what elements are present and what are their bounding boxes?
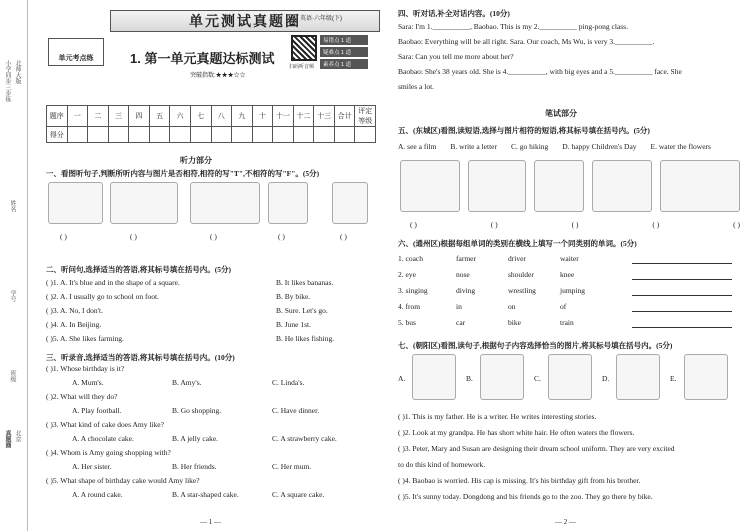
answer-line[interactable] <box>632 318 732 328</box>
section-4-title: 四、听对话,补全对话内容。(10分) <box>398 9 510 18</box>
score-cell[interactable] <box>252 127 273 143</box>
header-band: 单元测试真题圈 <box>110 10 380 32</box>
score-header-cell: 七 <box>190 106 211 127</box>
picture-4 <box>268 182 308 224</box>
option-a: A. A chocolate cake. <box>72 434 134 443</box>
phrase-option: D. happy Children's Day <box>562 142 637 151</box>
phrase-option: E. water the flowers <box>650 142 711 151</box>
dialogue-line: Sara: Can you tell me more about her? <box>398 52 514 61</box>
phrase-option: A. see a film <box>398 142 437 151</box>
answer-blank[interactable]: ( ) <box>340 232 347 241</box>
score-cell[interactable] <box>88 127 109 143</box>
answer-line[interactable] <box>632 286 732 296</box>
option-b: B. Her friends. <box>172 462 217 471</box>
question-row: ( )1. This is my father. He is a writer. He writes interesting stories. <box>398 412 597 421</box>
phrase-option: B. write a letter <box>450 142 497 151</box>
word: shoulder <box>508 270 534 279</box>
answer-blank[interactable]: ( ) <box>410 220 417 229</box>
dialogue-line: Baobao: She's 38 years old. She is 4.__________, with big eyes and a 5.__________ face. She <box>398 67 682 76</box>
bottom-series: 北京 <box>14 430 20 442</box>
id-label: 学号 <box>9 290 15 302</box>
binding-strip <box>0 0 28 531</box>
score-header-cell: 四 <box>129 106 150 127</box>
score-cell[interactable] <box>273 127 294 143</box>
score-header-cell: 五 <box>149 106 170 127</box>
picture-2 <box>110 182 178 224</box>
section-5-options <box>398 142 743 151</box>
bottom-brand: 真题圈 <box>4 430 10 448</box>
section-2-items <box>46 278 376 348</box>
option-a: ( )2. A. I usually go to school on foot. <box>46 292 159 301</box>
name-label: 姓名 <box>9 200 15 212</box>
word: waiter <box>560 254 579 263</box>
qr-code-icon[interactable] <box>291 35 317 61</box>
answer-blank[interactable]: ( ) <box>733 220 740 229</box>
score-table <box>46 105 376 143</box>
word: on <box>508 302 516 311</box>
word: jumping <box>560 286 586 295</box>
question-stem: ( )1. Whose birthday is it? <box>46 364 125 373</box>
point-item: 易错点 1 道 <box>320 35 368 45</box>
option-a: ( )4. A. In Beijing. <box>46 320 102 329</box>
option-b: B. Sure. Let's go. <box>276 306 328 315</box>
score-header-cell: 评定等级 <box>355 106 376 127</box>
written-heading: 笔试部分 <box>545 109 577 118</box>
word: 3. singing <box>398 286 428 295</box>
score-cell[interactable] <box>293 127 314 143</box>
section-6-title: 六、(通州区)根据每组单词的类别在横线上填写一个同类别的单词。(5分) <box>398 239 637 248</box>
option-row <box>46 378 376 392</box>
answer-blank[interactable]: ( ) <box>652 220 660 229</box>
question-row: to do this kind of homework. <box>398 460 486 469</box>
picture-1 <box>48 182 103 224</box>
question-stem: ( )4. Whom is Amy going shopping with? <box>46 448 171 457</box>
picture-5 <box>332 182 368 224</box>
question-stem: ( )5. What shape of birthday cake would Amy like? <box>46 476 200 485</box>
picture-3 <box>190 182 260 224</box>
picture-5a <box>400 160 460 212</box>
picture-label: A. <box>398 374 406 383</box>
score-header-cell: 六 <box>170 106 191 127</box>
point-item: 疑难点 1 道 <box>320 47 368 57</box>
option-a: ( )3. A. No, I don't. <box>46 306 103 315</box>
score-header-cell: 十三 <box>314 106 335 127</box>
question-row <box>46 306 376 320</box>
word-row <box>398 302 743 318</box>
word-row <box>398 254 743 270</box>
option-b: B. A star-shaped cake. <box>172 490 239 499</box>
answer-blank[interactable]: ( ) <box>490 220 498 229</box>
picture-2 <box>480 354 524 400</box>
score-header-cell: 十 <box>252 106 273 127</box>
grade-label: 英语·六年级(下) <box>300 16 342 22</box>
answer-blank[interactable]: ( ) <box>210 232 217 241</box>
word: nose <box>456 270 470 279</box>
phrase-option: C. go hiking <box>510 142 549 151</box>
option-c: C. A square cake. <box>272 490 325 499</box>
section-3-title: 三、听录音,选择适当的答语,将其标号填在括号内。(10分) <box>46 353 235 362</box>
word: 2. eye <box>398 270 416 279</box>
question-row <box>46 292 376 306</box>
unit-badge: 单元考点练 <box>48 38 104 66</box>
word: bike <box>508 318 521 327</box>
score-cell[interactable] <box>129 127 150 143</box>
word: car <box>456 318 466 327</box>
option-a: ( )1. A. It's blue and in the shape of a square. <box>46 278 180 287</box>
class-label: 班级 <box>9 370 15 382</box>
picture-5e <box>660 160 740 212</box>
section-7-title: 七、(朝阳区)看图,读句子,根据句子内容选择恰当的图片,将其标号填在括号内。(5分) <box>398 341 673 350</box>
word-row <box>398 270 743 286</box>
score-cell[interactable] <box>334 127 355 143</box>
picture-4 <box>616 354 660 400</box>
section-5-blanks <box>410 220 740 229</box>
question-stem: ( )3. What kind of cake does Amy like? <box>46 420 164 429</box>
picture-1 <box>412 354 456 400</box>
word: wrestling <box>508 286 536 295</box>
section-4-lines <box>398 22 743 97</box>
points-list <box>320 35 368 71</box>
section-2-title: 二、听问句,选择适当的答语,将其标号填在括号内。(5分) <box>46 265 231 274</box>
word: in <box>456 302 462 311</box>
score-header-cell: 合计 <box>334 106 355 127</box>
word: train <box>560 318 574 327</box>
section-6-rows <box>398 254 743 334</box>
option-row <box>46 406 376 420</box>
point-item: 素养点 1 道 <box>320 59 368 69</box>
series-title: 小学同步三步练 <box>4 60 10 102</box>
score-cell[interactable] <box>355 127 376 143</box>
picture-5c <box>534 160 584 212</box>
option-row <box>46 434 376 448</box>
score-header-cell: 八 <box>211 106 232 127</box>
dialogue-line: Sara: I'm 1.__________, Baobao. This is my 2.__________ ping-pong class. <box>398 22 628 31</box>
word: driver <box>508 254 526 263</box>
option-b: B. He likes fishing. <box>276 334 335 343</box>
option-row <box>46 462 376 476</box>
score-cell[interactable] <box>232 127 253 143</box>
option-b: B. Go shopping. <box>172 406 222 415</box>
word: diving <box>456 286 476 295</box>
answer-blank[interactable]: ( ) <box>60 232 67 241</box>
score-cell[interactable] <box>108 127 129 143</box>
word-row <box>398 286 743 302</box>
section-5-title: 五、(东城区)看图,读短语,选择与图片相符的短语,将其标号填在括号内。(5分) <box>398 126 650 135</box>
section-3-items <box>46 364 376 504</box>
picture-label: D. <box>602 374 610 383</box>
listening-heading: 听力部分 <box>180 156 212 165</box>
option-a: A. A round cake. <box>72 490 123 499</box>
question-row <box>46 334 376 348</box>
question-stem: ( )2. What will they do? <box>46 392 118 401</box>
option-b: B. A jelly cake. <box>172 434 219 443</box>
word: 1. coach <box>398 254 423 263</box>
question-row: ( )5. It's sunny today. Dongdong and his friends go to the zoo. They go there by bike. <box>398 492 653 501</box>
score-header-cell: 题序 <box>47 106 68 127</box>
section-7-pictures <box>398 354 743 404</box>
score-header-cell: 十一 <box>273 106 294 127</box>
score-header-cell: 九 <box>232 106 253 127</box>
option-c: C. Have dinner. <box>272 406 320 415</box>
option-b: B. June 1st. <box>276 320 312 329</box>
option-c: C. Her mum. <box>272 462 312 471</box>
answer-line[interactable] <box>632 254 732 264</box>
score-header-cell: 三 <box>108 106 129 127</box>
option-a: ( )5. A. She likes farming. <box>46 334 124 343</box>
answer-blank[interactable]: ( ) <box>278 232 285 241</box>
page-number-left: — 1 — <box>200 518 221 526</box>
option-c: C. Linda's. <box>272 378 305 387</box>
picture-5 <box>684 354 728 400</box>
word: 4. from <box>398 302 421 311</box>
answer-line[interactable] <box>632 270 732 280</box>
picture-label: B. <box>466 374 473 383</box>
picture-label: E. <box>670 374 677 383</box>
word-row <box>398 318 743 334</box>
option-b: B. Amy's. <box>172 378 202 387</box>
option-b: B. It likes bananas. <box>276 278 334 287</box>
option-b: B. By bike. <box>276 292 311 301</box>
option-a: A. Her sister. <box>72 462 112 471</box>
question-row: ( )4. Baobao is worried. His cap is missing. It's his birthday gift from his brother. <box>398 476 641 485</box>
score-cell[interactable] <box>190 127 211 143</box>
word: farmer <box>456 254 476 263</box>
score-header-cell: 二 <box>88 106 109 127</box>
option-a: A. Play football. <box>72 406 122 415</box>
option-a: A. Mum's. <box>72 378 104 387</box>
edition-label: 北师大版 <box>14 60 20 84</box>
score-header-cell: 十二 <box>293 106 314 127</box>
word: 5. bus <box>398 318 416 327</box>
word: knee <box>560 270 575 279</box>
question-row: ( )2. Look at my grandpa. He has short white hair. He often waters the flowers. <box>398 428 635 437</box>
score-label: 得分 <box>47 127 68 143</box>
question-row <box>46 320 376 334</box>
page-number-right: — 2 — <box>555 518 576 526</box>
answer-blank[interactable]: ( ) <box>571 220 579 229</box>
picture-label: C. <box>534 374 541 383</box>
dialogue-line: smiles a lot. <box>398 82 435 91</box>
section-1-title: 一、看图听句子,判断所听内容与图片是否相符,相符的写"T",不相符的写"F"。(5分) <box>46 169 320 178</box>
question-row <box>46 278 376 292</box>
page-title: 1. 第一单元真题达标测试 <box>130 51 275 66</box>
score-cell[interactable] <box>170 127 191 143</box>
score-cell[interactable] <box>314 127 335 143</box>
picture-3 <box>548 354 592 400</box>
dialogue-line: Baobao: Everything will be all right. Sara. Our coach, Ms Wu, is very 3.__________. <box>398 37 655 46</box>
difficulty-rating: 突破指数:★★★☆☆ <box>190 73 246 79</box>
score-cell[interactable] <box>67 127 88 143</box>
option-row <box>46 490 376 504</box>
score-header-cell: 一 <box>67 106 88 127</box>
answer-blank[interactable]: ( ) <box>130 232 137 241</box>
answer-line[interactable] <box>632 302 732 312</box>
picture-5b <box>468 160 526 212</box>
section-7-items <box>398 412 743 508</box>
score-cell[interactable] <box>211 127 232 143</box>
option-c: C. A strawberry cake. <box>272 434 337 443</box>
qr-label: 扫码听音频 <box>289 65 315 70</box>
picture-5d <box>592 160 652 212</box>
score-cell[interactable] <box>149 127 170 143</box>
word: of <box>560 302 567 311</box>
question-row: ( )3. Peter, Mary and Susan are designing their dream school uniform. They are very excited <box>398 444 675 453</box>
